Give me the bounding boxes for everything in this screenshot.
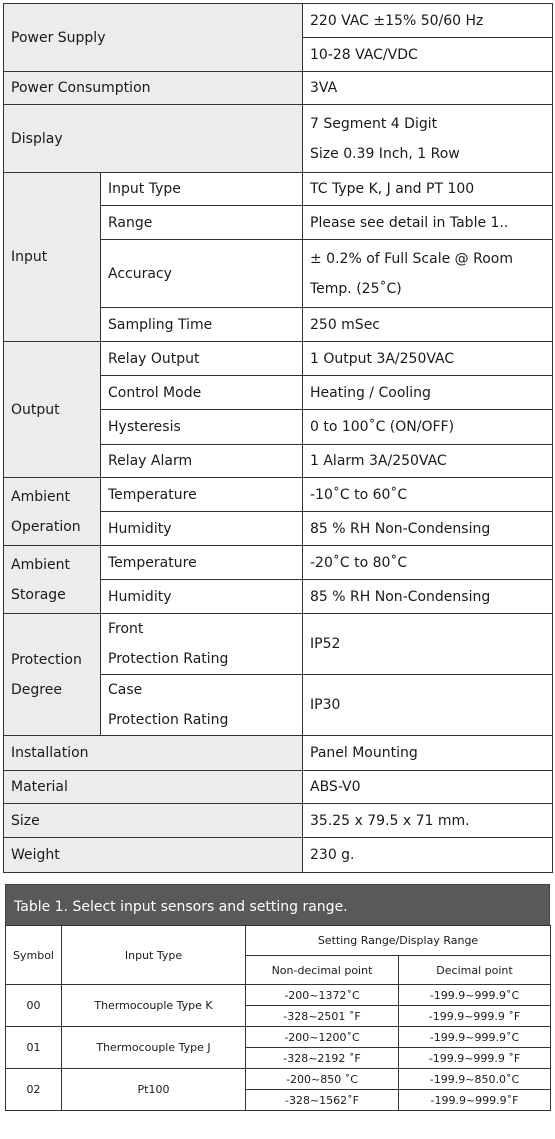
hysteresis-label: Hysteresis	[101, 410, 303, 445]
size-label: Size	[4, 804, 303, 838]
row-02-f-non-decimal: -328~1562˚F	[246, 1090, 399, 1111]
row-00-c-non-decimal: -200~1372˚C	[246, 985, 399, 1006]
display-line-1: 7 Segment 4 Digit	[310, 115, 438, 132]
protection-degree-label	[4, 614, 101, 736]
accuracy-line-1: ± 0.2% of Full Scale @ Room	[310, 250, 513, 267]
sampling-time-value: 250 mSec	[303, 308, 553, 342]
storage-humidity-value: 85 % RH Non-Condensing	[303, 580, 553, 614]
header-symbol: Symbol	[6, 926, 62, 985]
accuracy-label: Accuracy	[101, 240, 303, 308]
row-00-c-decimal: -199.9~999.9˚C	[399, 985, 551, 1006]
display-label: Display	[4, 105, 303, 173]
storage-temperature-label: Temperature	[101, 546, 303, 580]
row-00-f-decimal: -199.9~999.9 ˚F	[399, 1006, 551, 1027]
row-02-c-non-decimal: -200~850 ˚C	[246, 1069, 399, 1090]
relay-output-label: Relay Output	[101, 342, 303, 376]
case-protection-value: IP30	[303, 675, 553, 736]
protection-degree-line-1: Protection	[11, 651, 82, 668]
table-1-section	[5, 884, 550, 1111]
installation-label: Installation	[4, 736, 303, 771]
row-01-f-decimal: -199.9~999.9 ˚F	[399, 1048, 551, 1069]
header-decimal: Decimal point	[399, 956, 551, 985]
range-value: Please see detail in Table 1..	[303, 206, 553, 240]
material-value: ABS-V0	[303, 771, 553, 804]
display-line-2: Size 0.39 Inch, 1 Row	[310, 145, 460, 162]
relay-output-value: 1 Output 3A/250VAC	[303, 342, 553, 376]
size-value: 35.25 x 79.5 x 71 mm.	[303, 804, 553, 838]
power-supply-value-2: 10-28 VAC/VDC	[303, 38, 553, 72]
row-02-c-decimal: -199.9~850.0˚C	[399, 1069, 551, 1090]
row-00-f-non-decimal: -328~2501 ˚F	[246, 1006, 399, 1027]
ambient-storage-line-1: Ambient	[11, 556, 70, 573]
front-protection-line-1: Front	[108, 621, 144, 637]
power-consumption-value: 3VA	[303, 72, 553, 105]
weight-value: 230 g.	[303, 838, 553, 873]
accuracy-value	[303, 240, 553, 308]
row-02-symbol: 02	[6, 1069, 62, 1111]
header-input-type: Input Type	[62, 926, 246, 985]
input-label: Input	[4, 173, 101, 342]
row-01-c-non-decimal: -200~1200˚C	[246, 1027, 399, 1048]
ambient-operation-line-1: Ambient	[11, 488, 70, 505]
table-1-title: Table 1. Select input sensors and setting range.	[5, 884, 550, 925]
row-01-symbol: 01	[6, 1027, 62, 1069]
row-02-f-decimal: -199.9~999.9˚F	[399, 1090, 551, 1111]
hysteresis-value: 0 to 100˚C (ON/OFF)	[303, 410, 553, 445]
operation-humidity-value: 85 % RH Non-Condensing	[303, 512, 553, 546]
ambient-operation-line-2: Operation	[11, 518, 81, 535]
ambient-storage-label	[4, 546, 101, 614]
output-label: Output	[4, 342, 101, 478]
input-sensor-range-table	[5, 925, 551, 1111]
operation-temperature-label: Temperature	[101, 478, 303, 512]
row-01-type: Thermocouple Type J	[62, 1027, 246, 1069]
row-02-type: Pt100	[62, 1069, 246, 1111]
front-protection-label	[101, 614, 303, 675]
power-supply-label: Power Supply	[4, 4, 303, 72]
operation-humidity-label: Humidity	[101, 512, 303, 546]
header-non-decimal: Non-decimal point	[246, 956, 399, 985]
ambient-operation-label	[4, 478, 101, 546]
power-supply-value-1: 220 VAC ±15% 50/60 Hz	[303, 4, 553, 38]
input-type-label: Input Type	[101, 173, 303, 206]
operation-temperature-value: -10˚C to 60˚C	[303, 478, 553, 512]
material-label: Material	[4, 771, 303, 804]
power-consumption-label: Power Consumption	[4, 72, 303, 105]
control-mode-value: Heating / Cooling	[303, 376, 553, 410]
protection-degree-line-2: Degree	[11, 681, 62, 698]
accuracy-line-2: Temp. (25˚C)	[310, 280, 402, 297]
row-01-f-non-decimal: -328~2192 ˚F	[246, 1048, 399, 1069]
header-setting-range: Setting Range/Display Range	[246, 926, 551, 956]
ambient-storage-line-2: Storage	[11, 586, 66, 603]
case-protection-label	[101, 675, 303, 736]
row-01-c-decimal: -199.9~999.9˚C	[399, 1027, 551, 1048]
row-00-symbol: 00	[6, 985, 62, 1027]
installation-value: Panel Mounting	[303, 736, 553, 771]
case-protection-line-2: Protection Rating	[108, 712, 229, 728]
front-protection-line-2: Protection Rating	[108, 651, 229, 667]
storage-temperature-value: -20˚C to 80˚C	[303, 546, 553, 580]
input-type-value: TC Type K, J and PT 100	[303, 173, 553, 206]
sampling-time-label: Sampling Time	[101, 308, 303, 342]
relay-alarm-value: 1 Alarm 3A/250VAC	[303, 445, 553, 478]
storage-humidity-label: Humidity	[101, 580, 303, 614]
range-label: Range	[101, 206, 303, 240]
display-value	[303, 105, 553, 173]
front-protection-value: IP52	[303, 614, 553, 675]
case-protection-line-1: Case	[108, 682, 143, 698]
row-00-type: Thermocouple Type K	[62, 985, 246, 1027]
weight-label: Weight	[4, 838, 303, 873]
control-mode-label: Control Mode	[101, 376, 303, 410]
relay-alarm-label: Relay Alarm	[101, 445, 303, 478]
specification-table	[3, 3, 553, 873]
